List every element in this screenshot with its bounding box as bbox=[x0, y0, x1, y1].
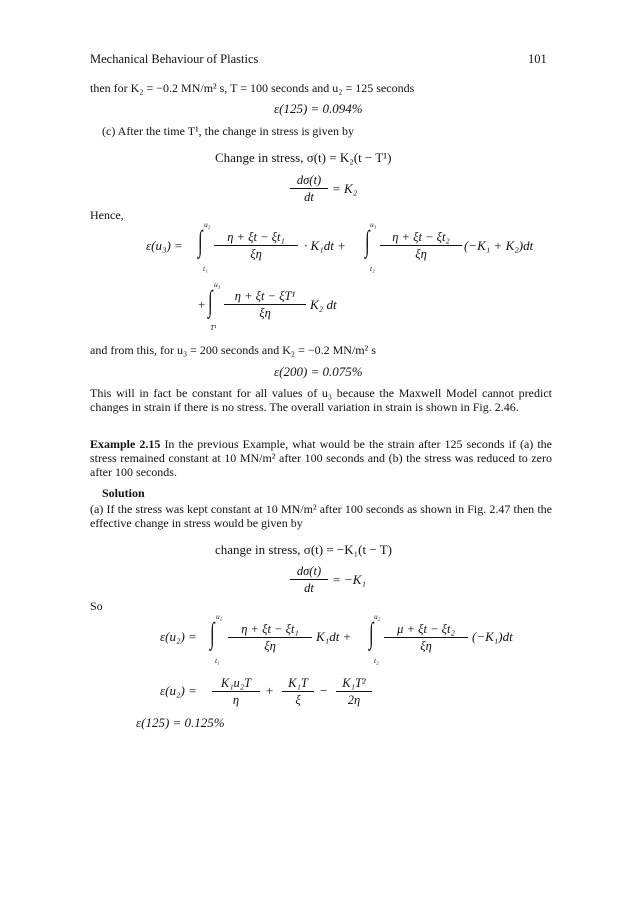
fraction-bar bbox=[336, 691, 372, 692]
eq1-int1-upper: u₂ bbox=[204, 220, 211, 229]
example-paragraph bbox=[90, 437, 552, 480]
integral-sign: ∫ bbox=[198, 225, 203, 258]
dsig-denominator: dt bbox=[304, 190, 314, 204]
integral-sign: ∫ bbox=[365, 225, 370, 258]
fraction-bar bbox=[212, 691, 260, 692]
equation-eps200: ε(200) = 0.075% bbox=[274, 364, 363, 379]
eq1-int3-lower: T¹ bbox=[210, 323, 217, 332]
running-title: Mechanical Behaviour of Plastics bbox=[90, 52, 259, 66]
fraction-bar bbox=[380, 245, 462, 246]
eq1-lhs: ε(u₃) = bbox=[146, 238, 183, 253]
fraction-bar bbox=[290, 188, 328, 189]
and-from-line: and from this, for u₃ = 200 seconds and K₂ = −0.2 MN/m² s bbox=[90, 343, 376, 357]
equation-eps125: ε(125) = 0.094% bbox=[274, 101, 363, 116]
eq2-int1-upper: u₂ bbox=[216, 612, 223, 621]
eq2-f1-numerator: η + ξt − ξt₁ bbox=[241, 622, 299, 636]
eq2-f2-numerator: μ + ξt − ξt₂ bbox=[397, 622, 455, 636]
eq1-f3-tail: K₂ dt bbox=[310, 297, 337, 312]
eq1-int1-lower: t₁ bbox=[203, 264, 208, 273]
eq2-f1-tail: K₁dt + bbox=[316, 629, 352, 644]
eq1-f3-denominator: ξη bbox=[259, 306, 271, 320]
paragraph-maxwell: This will in fact be constant for all values of u₃ because the Maxwell Model cannot predict changes in strain if there is no stress. The overall variation in strain is shown in Fig. 2.46. bbox=[90, 386, 552, 415]
solution-heading: Solution bbox=[102, 486, 145, 500]
eq3-op1: + bbox=[266, 683, 274, 698]
integral-sign: ∫ bbox=[369, 617, 374, 650]
eq1-f1-tail: · K₁dt + bbox=[304, 238, 346, 253]
item-c-text: (c) After the time T¹, the change in stress is given by bbox=[102, 124, 354, 138]
eq1-int3-upper: u₃ bbox=[214, 280, 221, 289]
so-label: So bbox=[90, 599, 103, 613]
eq1-f1-numerator: η + ξt − ξt₁ bbox=[227, 230, 285, 244]
equation-change-stress: Change in stress, σ(t) = K₂(t − T¹) bbox=[215, 150, 392, 165]
eq2-lhs: ε(u₂) = bbox=[160, 629, 197, 644]
eq2-f1-denominator: ξη bbox=[264, 639, 276, 653]
fraction-bar bbox=[290, 579, 328, 580]
fraction-bar bbox=[282, 691, 314, 692]
eq3-t1-numerator: K₁u₂T bbox=[220, 676, 252, 690]
eq1-plus: + bbox=[198, 297, 206, 312]
eq2-f2-tail: (−K₁)dt bbox=[472, 629, 513, 644]
dsig2-numerator: dσ(t) bbox=[296, 564, 322, 578]
integral-sign: ∫ bbox=[208, 285, 213, 318]
eq1-f3-numerator: η + ξt − ξT¹ bbox=[234, 289, 296, 303]
eq2-int1-lower: t₁ bbox=[215, 656, 220, 665]
eq3-t2-numerator: K₁T bbox=[288, 676, 308, 690]
fraction-bar bbox=[214, 245, 298, 246]
integral-sign: ∫ bbox=[210, 617, 215, 650]
eq3-t1-denominator: η bbox=[232, 693, 240, 707]
eq3-op2: − bbox=[320, 683, 328, 698]
equation-eps125-b: ε(125) = 0.125% bbox=[136, 715, 225, 730]
example-label: Example 2.15 bbox=[90, 437, 161, 451]
eq2-int2-lower: t₂ bbox=[374, 656, 379, 665]
dsig-numerator: dσ(t) bbox=[296, 173, 322, 187]
eq1-f1-denominator: ξη bbox=[250, 247, 262, 261]
paragraph-a: (a) If the stress was kept constant at 10 MN/m² after 100 seconds as shown in Fig. 2.47 then the effective change in stress would be given by bbox=[90, 502, 552, 531]
eq3-t2-denominator: ξ bbox=[295, 693, 301, 707]
example-text: In the previous Example, what would be the strain after 125 seconds if (a) the stress remained constant at 10 MN/m² after 100 seconds and (b) the stress was reduced to zero after 100 seconds. bbox=[90, 437, 552, 480]
hence-label: Hence, bbox=[90, 208, 124, 222]
dsig2-rhs: = −K₁ bbox=[332, 572, 366, 587]
eq3-lhs: ε(u₂) = bbox=[160, 683, 197, 698]
page-number: 101 bbox=[528, 52, 547, 66]
eq2-int2-upper: u₂ bbox=[374, 612, 381, 621]
intro-line: then for K₂ = −0.2 MN/m² s, T = 100 seconds and u₂ = 125 seconds bbox=[90, 81, 415, 95]
eq1-f2-denominator: ξη bbox=[415, 247, 427, 261]
eq1-int2-upper: u₃ bbox=[370, 220, 377, 229]
eq3-t3-numerator: K₁T² bbox=[342, 676, 366, 690]
fraction-bar bbox=[384, 637, 468, 638]
equation-change-stress-2: change in stress, σ(t) = −K₁(t − T) bbox=[215, 542, 392, 557]
eq1-f2-numerator: η + ξt − ξt₂ bbox=[392, 230, 450, 244]
eq3-t3-denominator: 2η bbox=[347, 693, 361, 707]
dsig2-denominator: dt bbox=[304, 581, 314, 595]
eq2-f2-denominator: ξη bbox=[420, 639, 432, 653]
eq1-int2-lower: t₂ bbox=[370, 264, 375, 273]
dsig-rhs: = K₂ bbox=[332, 181, 358, 196]
fraction-bar bbox=[224, 304, 306, 305]
eq1-f2-tail: (−K₁ + K₂)dt bbox=[464, 238, 534, 253]
fraction-bar bbox=[228, 637, 312, 638]
